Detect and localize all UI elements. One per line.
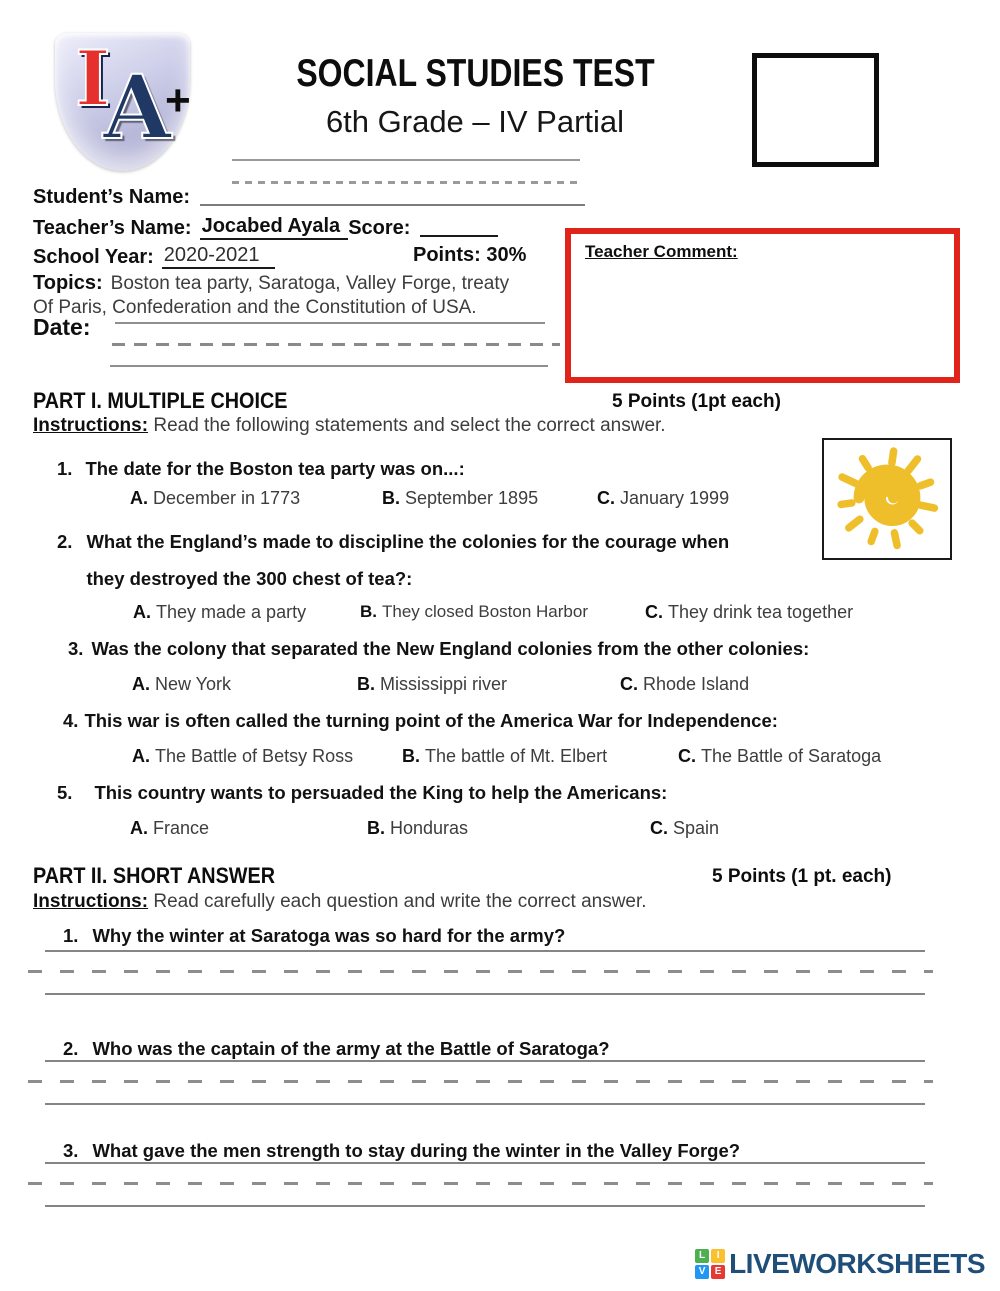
- option-b[interactable]: [382, 488, 538, 509]
- option-letter: C.: [678, 746, 696, 766]
- sa-question-1: [63, 925, 565, 947]
- part2-instructions-label: Instructions:: [33, 891, 149, 912]
- option-b[interactable]: [360, 602, 588, 622]
- answer-line-solid: [45, 1205, 925, 1207]
- option-letter: B.: [360, 602, 377, 621]
- question-text-line1: What the England’s made to discipline the colonies for the courage when: [86, 531, 730, 552]
- part2-instructions: [33, 891, 647, 913]
- option-letter: A.: [132, 746, 150, 766]
- header-rule-solid: [232, 159, 580, 161]
- option-letter: B.: [382, 488, 400, 508]
- option-letter: C.: [650, 818, 668, 838]
- option-letter: B.: [367, 818, 385, 838]
- page-title: SOCIAL STUDIES TEST: [295, 52, 655, 95]
- school-logo: [55, 33, 190, 171]
- question-text: The date for the Boston tea party was on...:: [85, 458, 465, 479]
- option-c[interactable]: [620, 674, 749, 695]
- points-value: Points: 30%: [413, 244, 527, 266]
- question-number: 1.: [57, 458, 73, 479]
- question-text: Was the colony that separated the New England colonies from the other colonies:: [91, 638, 810, 659]
- sa-answer-area-2[interactable]: [28, 1060, 933, 1110]
- answer-line-dashed: [28, 1182, 933, 1185]
- question-number: 2.: [57, 531, 73, 552]
- option-c[interactable]: [678, 746, 881, 767]
- icon-square-v: V: [695, 1265, 709, 1279]
- icon-square-e: E: [711, 1265, 725, 1279]
- option-text: December in 1773: [153, 488, 301, 508]
- answer-line-dashed: [28, 1080, 933, 1083]
- student-name-blank[interactable]: [200, 204, 585, 206]
- score-box: [752, 53, 879, 167]
- date-line-solid-top: [115, 322, 545, 324]
- question-number: 4.: [63, 710, 79, 731]
- topics-label: Topics:: [33, 272, 103, 294]
- teacher-name-label: Teacher’s Name:: [33, 217, 192, 239]
- page-subtitle: 6th Grade – IV Partial: [325, 104, 625, 139]
- option-text: They made a party: [156, 602, 307, 622]
- option-letter: A.: [133, 602, 151, 622]
- mc-question-4: [63, 710, 778, 732]
- part2-instructions-text: Read carefully each question and write the correct answer.: [153, 891, 647, 912]
- school-year-label: School Year:: [33, 246, 154, 268]
- question-text-line2: they destroyed the 300 chest of tea?:: [86, 568, 413, 589]
- question-number: 3.: [63, 1140, 79, 1161]
- mc-question-5-options: [33, 818, 973, 844]
- mc-question-4-options: [33, 746, 973, 772]
- date-line-solid-bottom: [110, 365, 548, 367]
- option-text: Rhode Island: [643, 674, 750, 694]
- part1-instructions: [33, 415, 666, 437]
- option-letter: B.: [402, 746, 420, 766]
- option-letter: C.: [597, 488, 615, 508]
- option-text: They closed Boston Harbor: [382, 602, 588, 621]
- question-text: This war is often called the turning point of the America War for Independence:: [84, 710, 778, 731]
- liveworksheets-logo: [695, 1248, 985, 1280]
- question-text: What gave the men strength to stay during the winter in the Valley Forge?: [92, 1140, 741, 1161]
- date-row: [33, 314, 91, 341]
- score-label: Score:: [348, 217, 411, 239]
- option-letter: A.: [132, 674, 150, 694]
- student-name-row: [33, 186, 585, 209]
- answer-line-solid: [45, 950, 925, 952]
- option-text: January 1999: [620, 488, 730, 508]
- question-text: Who was the captain of the army at the Battle of Saratoga?: [92, 1038, 610, 1059]
- part1-instructions-label: Instructions:: [33, 415, 149, 436]
- mc-question-1-options: [33, 488, 973, 514]
- student-name-label: Student’s Name:: [33, 186, 191, 208]
- icon-square-l: L: [695, 1249, 709, 1263]
- option-c[interactable]: [650, 818, 719, 839]
- part2-points: 5 Points (1 pt. each): [712, 866, 892, 887]
- answer-line-solid: [45, 1162, 925, 1164]
- logo-letter-a: A: [103, 55, 172, 159]
- question-number: 5.: [57, 782, 73, 803]
- option-a[interactable]: [133, 602, 306, 623]
- points-row: [413, 244, 526, 267]
- teacher-name-row: [33, 215, 498, 240]
- option-text: Mississippi river: [380, 674, 508, 694]
- answer-line-dashed: [28, 970, 933, 973]
- sa-question-2: [63, 1038, 610, 1060]
- mc-question-2-options: [33, 602, 973, 628]
- option-letter: B.: [357, 674, 375, 694]
- option-a[interactable]: [132, 674, 231, 695]
- option-b[interactable]: [367, 818, 468, 839]
- option-a[interactable]: [130, 488, 300, 509]
- sa-answer-area-1[interactable]: [28, 950, 933, 1000]
- mc-question-2: [57, 531, 729, 590]
- sa-question-3: [63, 1140, 740, 1162]
- header-rule-dashed: [232, 181, 580, 184]
- topics-line2: Of Paris, Confederation and the Constitution of USA.: [33, 297, 477, 318]
- option-a[interactable]: [130, 818, 209, 839]
- option-letter: A.: [130, 818, 148, 838]
- mc-question-3-options: [33, 674, 973, 700]
- option-letter: C.: [645, 602, 663, 622]
- liveworksheets-wordmark: LIVEWORKSHEETS: [729, 1248, 985, 1279]
- mc-question-3: [68, 638, 809, 660]
- option-letter: C.: [620, 674, 638, 694]
- date-label: Date:: [33, 314, 91, 340]
- option-text: The Battle of Saratoga: [701, 746, 882, 766]
- school-year-value: 2020-2021: [162, 244, 276, 269]
- option-c[interactable]: [597, 488, 729, 509]
- score-blank: [420, 235, 498, 237]
- logo-plus-sign: +: [165, 76, 191, 125]
- topics-row: [33, 272, 509, 295]
- question-number: 1.: [63, 925, 79, 946]
- option-letter: A.: [130, 488, 148, 508]
- option-a[interactable]: [132, 746, 353, 767]
- logo-letter-i: I: [75, 34, 111, 123]
- option-text: New York: [155, 674, 232, 694]
- teacher-comment-box: [565, 228, 960, 383]
- topics-row2: [33, 297, 477, 319]
- option-text: France: [153, 818, 210, 838]
- option-text: Spain: [673, 818, 720, 838]
- question-text: This country wants to persuaded the King to help the Americans:: [94, 782, 668, 803]
- question-text: Why the winter at Saratoga was so hard for the army?: [92, 925, 566, 946]
- part1-points: 5 Points (1pt each): [612, 391, 781, 412]
- option-text: Honduras: [390, 818, 469, 838]
- answer-line-solid: [45, 1103, 925, 1105]
- option-text: The Battle of Betsy Ross: [155, 746, 354, 766]
- icon-square-i: I: [711, 1249, 725, 1263]
- liveworksheets-icon: [695, 1249, 725, 1279]
- option-text: They drink tea together: [668, 602, 854, 622]
- option-b[interactable]: [357, 674, 507, 695]
- school-year-row: [33, 244, 275, 269]
- option-c[interactable]: [645, 602, 853, 623]
- date-line-dashed: [112, 343, 560, 346]
- question-number: 3.: [68, 638, 84, 659]
- answer-line-solid: [45, 993, 925, 995]
- option-text: The battle of Mt. Elbert: [425, 746, 608, 766]
- teacher-comment-label: Teacher Comment:: [585, 242, 738, 261]
- answer-line-solid: [45, 1060, 925, 1062]
- option-text: September 1895: [405, 488, 539, 508]
- part1-heading: PART I. MULTIPLE CHOICE: [33, 388, 288, 413]
- mc-question-5: [57, 782, 667, 804]
- mc-question-1: [57, 458, 465, 480]
- sa-answer-area-3[interactable]: [28, 1162, 933, 1212]
- part1-instructions-text: Read the following statements and select the correct answer.: [153, 415, 666, 436]
- question-number: 2.: [63, 1038, 79, 1059]
- option-b[interactable]: [402, 746, 607, 767]
- topics-line1: Boston tea party, Saratoga, Valley Forge, treaty: [110, 273, 510, 294]
- teacher-name-value: Jocabed Ayala: [200, 215, 349, 240]
- part2-heading: PART II. SHORT ANSWER: [33, 863, 276, 888]
